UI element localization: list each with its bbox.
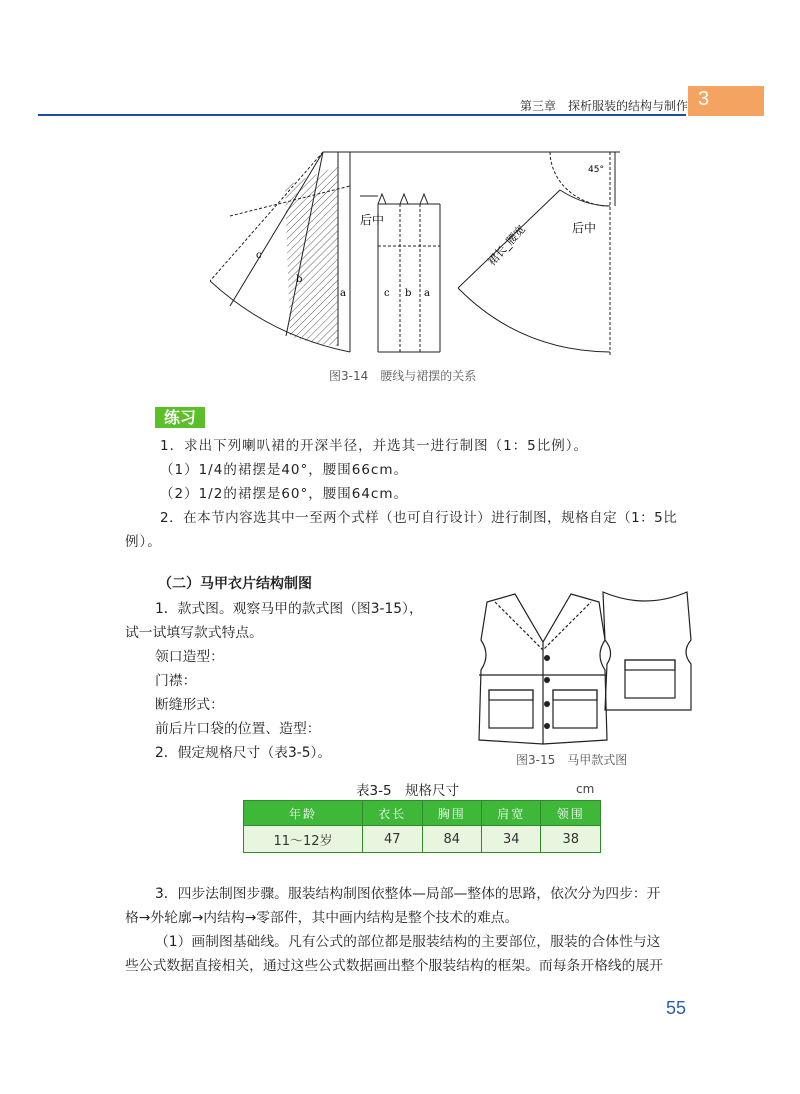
page-number: 55 — [666, 998, 687, 1018]
table-header-cell: 领围 — [541, 801, 601, 826]
exercise-q2-line1: 2．在本节内容选其中一至两个式样（也可自行设计）进行制图，规格自定（1：5比 — [160, 510, 678, 526]
exercise-badge: 练习 — [155, 407, 205, 428]
figure-3-14-caption: 图3-14 腰线与裙摆的关系 — [329, 369, 477, 383]
table-header-cell: 胸围 — [422, 801, 481, 826]
label-a-mid: a — [424, 288, 430, 299]
step2: 2．假定规格尺寸（表3-5）。 — [155, 745, 332, 761]
field-collar: 领口造型： — [155, 649, 224, 665]
label-b-left: b — [296, 274, 303, 285]
exercise-q1-b: （2）1/2的裙摆是60°，腰围64cm。 — [160, 486, 408, 502]
spec-table — [243, 800, 601, 853]
table-unit: cm — [576, 782, 595, 796]
field-pocket: 前后片口袋的位置、造型： — [155, 721, 321, 737]
exercise-q1-a: （1）1/4的裙摆是40°，腰围66cm。 — [160, 462, 408, 478]
label-back-center-right: 后中 — [572, 221, 597, 235]
para4-line2: 些公式数据直接相关，通过这些公式数据画出整个服装结构的框架。而每条开格线的展开 — [125, 958, 664, 974]
table-cell: 11～12岁 — [244, 826, 363, 853]
exercise-q1: 1．求出下列喇叭裙的开深半径，并选其一进行制图（1：5比例）。 — [160, 438, 589, 454]
table-cell: 38 — [541, 826, 601, 853]
table-cell: 47 — [363, 826, 422, 853]
para4-line1: （1）画制图基础线。凡有公式的部位都是服装结构的主要部位，服装的合体性与这 — [155, 934, 661, 950]
table-cell: 34 — [482, 826, 541, 853]
table-header-cell: 年龄 — [244, 801, 363, 826]
figure-3-14-diagram — [210, 146, 620, 362]
vest-style-illustration — [455, 580, 695, 750]
table-header-cell: 衣长 — [363, 801, 422, 826]
label-b-mid: b — [405, 288, 412, 299]
chapter-tab — [688, 86, 764, 116]
label-back-center-middle: 后中 — [360, 213, 385, 227]
section-heading: （二）马甲衣片结构制图 — [158, 576, 312, 592]
table-row — [244, 826, 601, 853]
label-c-left: c — [256, 250, 262, 261]
label-skirt-formula: 裙长_腰宽 — [485, 222, 528, 269]
table-header-cell: 肩宽 — [482, 801, 541, 826]
chapter-number: 3 — [698, 88, 710, 110]
step1-line2: 试一试填写款式特点。 — [125, 625, 263, 641]
label-c-mid: c — [384, 288, 390, 299]
para3-line2: 格→外轮廓→内结构→零部件，其中画内结构是整个技术的难点。 — [125, 910, 519, 926]
running-header-title: 第三章 探析服装的结构与制作 — [519, 99, 688, 113]
para3-line1: 3．四步法制图步骤。服装结构制图依整体—局部—整体的思路，依次分为四步：开 — [155, 886, 661, 902]
angle-label: 45° — [588, 165, 604, 175]
table-cell: 84 — [422, 826, 481, 853]
header-rule — [38, 114, 686, 116]
table-title: 表3-5 规格尺寸 — [356, 783, 460, 799]
step1-line1: 1．款式图。观察马甲的款式图（图3-15）， — [155, 601, 423, 617]
exercise-q2-line2: 例）。 — [125, 534, 162, 550]
label-a-left: a — [340, 288, 346, 299]
table-header-row — [244, 801, 601, 826]
field-seam: 断缝形式： — [155, 697, 224, 713]
field-placket: 门襟： — [155, 673, 197, 689]
figure-3-15-caption: 图3-15 马甲款式图 — [516, 753, 628, 767]
